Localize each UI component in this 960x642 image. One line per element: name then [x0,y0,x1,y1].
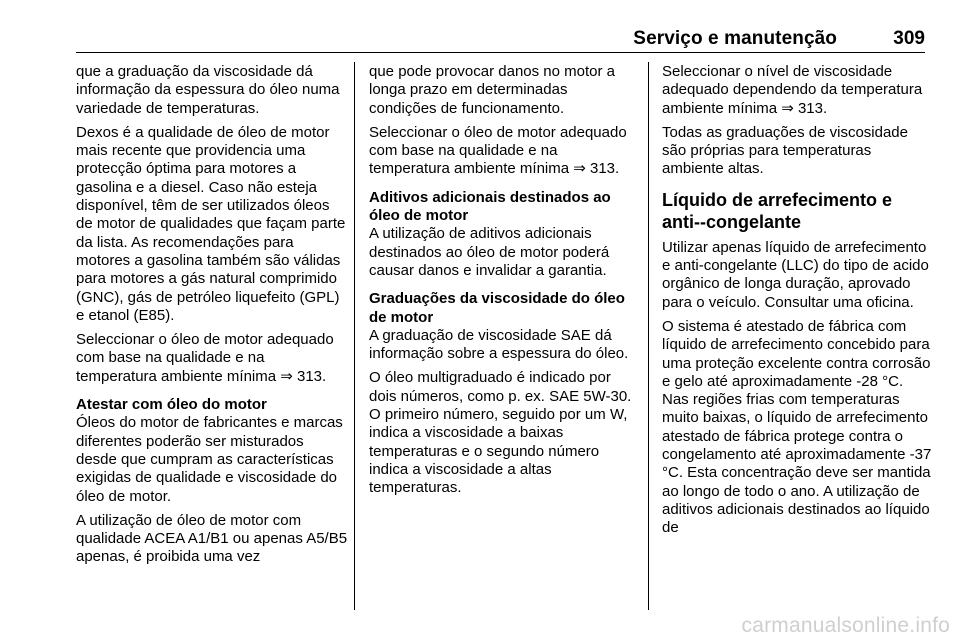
header-divider [76,52,925,53]
paragraph: que a graduação da viscosidade dá informação da espessura do óleo numa variedade de temperaturas. [76,63,340,117]
text-column-3 [662,63,932,544]
paragraph: Dexos é a qualidade de óleo de motor mais recente que providencia uma protecção óptima para motores a gasolina e a diesel. Caso não esteja disponível, têm de ser utilizados óleos de motor de qualidades que façam parte da lista. As recomendações para motores a gasolina também são válidas para motores a gás natural comprimido (GNC), gás de petróleo liquefeito (GPL) e etanol (E85). [76,123,346,324]
paragraph: O sistema é atestado de fábrica com líquido de arrefecimento concebido para uma proteção excelente contra corrosão e gelo até aproximadamente -28 °C. Nas regiões frias com temperaturas muito baixas, o líquido de arrefecimento atestado de fábrica protege contra o congelamento até aproximadamente -37 °C. Esta concentração deve ser mantida ao longo de todo o ano. A utilização de aditivos adicionais destinados ao líquido de [662,317,932,537]
paragraph: Seleccionar o óleo de motor adequado com base na qualidade e na temperatura ambiente mínima ⇒ 313. [369,123,627,178]
paragraph: Óleos do motor de fabricantes e marcas diferentes poderão ser misturados desde que cumpram as características exigidas de qualidade e viscosidade do óleo de motor. [76,414,343,505]
text-column-1 [76,63,348,573]
paragraph: Seleccionar o óleo de motor adequado com base na qualidade e na temperatura ambiente mínima ⇒ 313. [76,331,334,385]
column-divider-right [648,62,649,610]
text-column-2 [369,63,639,504]
page-number: 309 [893,28,925,49]
paragraph: Seleccionar o nível de viscosidade adequado dependendo da temperatura ambiente mínima ⇒ 313. [662,63,923,117]
paragraph: que pode provocar danos no motor a longa prazo em determinadas condições de funcionamento. [369,63,615,117]
section-heading: Aditivos adicionais destinados ao óleo de motor [369,188,611,225]
column-divider-left [354,62,355,610]
chapter-heading: Líquido de arrefecimento e anti--congelante [662,189,893,232]
paragraph: O óleo multigraduado é indicado por dois números, como p. ex. SAE 5W-30. O primeiro número, seguido por um W, indica a viscosidade a baixas temperaturas e o segundo número indica a viscosidade a altas temperaturas. [369,369,632,497]
watermark: carmanualsonline.info [741,614,950,637]
paragraph: A utilização de óleo de motor com qualidade ACEA A1/B1 ou apenas A5/B5 apenas, é proibida uma vez [76,511,348,566]
paragraph: A graduação de viscosidade SAE dá informação sobre a espessura do óleo. [369,326,629,363]
page-title: Serviço e manutenção [633,28,837,49]
page-header [76,28,925,52]
section-heading: Graduações da viscosidade do óleo de motor [369,290,625,326]
paragraph: Utilizar apenas líquido de arrefecimento e anti-congelante (LLC) do tipo de acido orgânico de longa duração, aprovado para o veículo. Consultar uma oficina. [662,238,929,311]
paragraph: Todas as graduações de viscosidade são próprias para temperaturas ambiente altas. [662,123,908,178]
paragraph: A utilização de aditivos adicionais destinados ao óleo de motor poderá causar danos e invalidar a garantia. [369,225,610,279]
section-heading: Atestar com óleo do motor [76,396,267,414]
